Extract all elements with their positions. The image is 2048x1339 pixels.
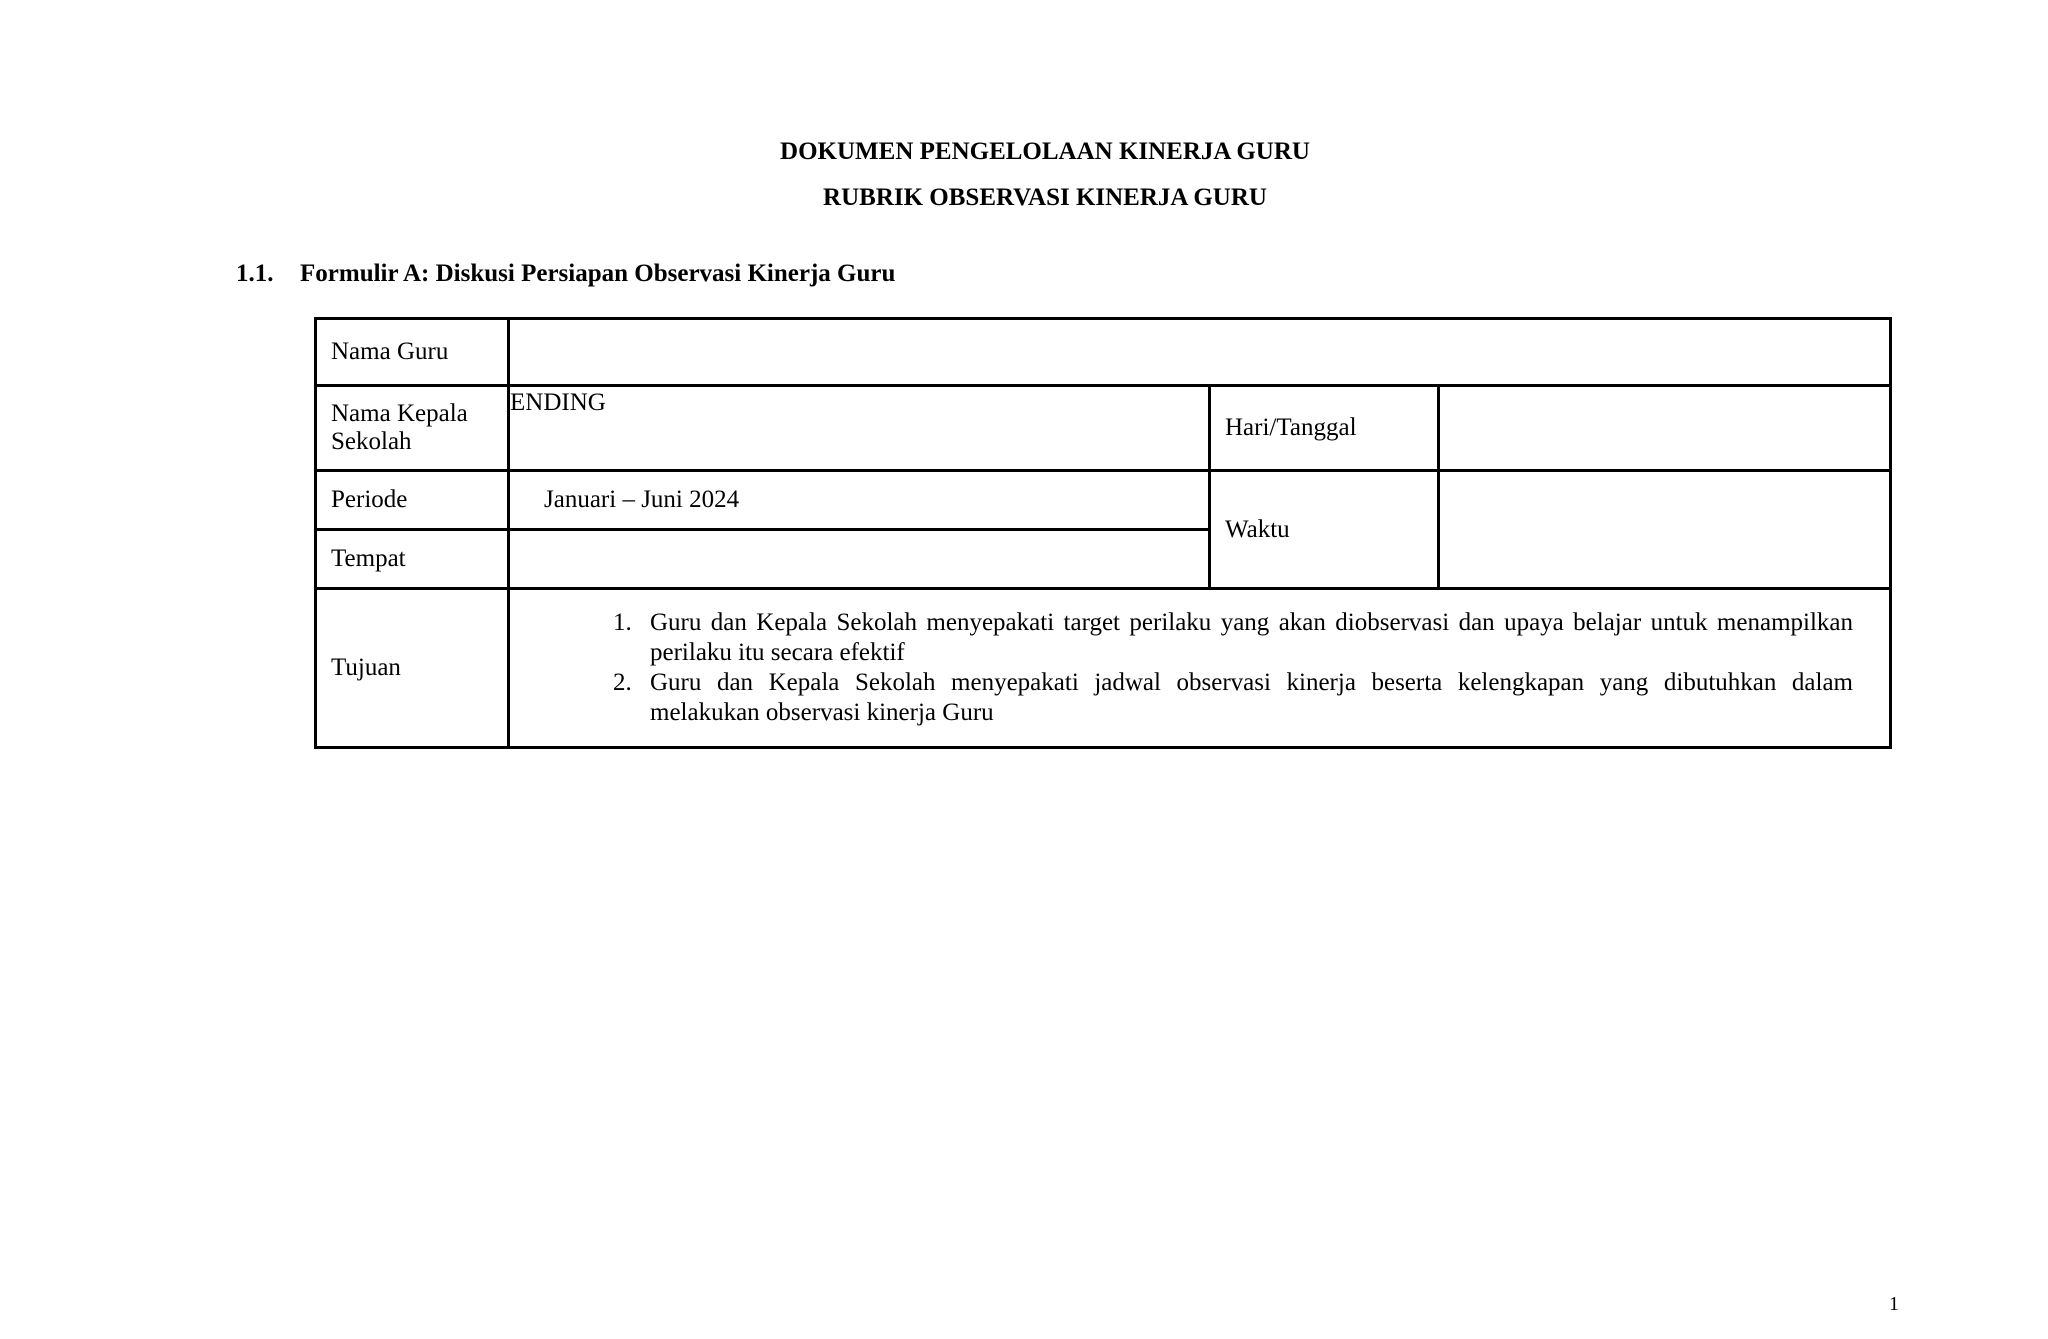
page-number: 1	[1889, 1293, 1899, 1315]
tujuan-list	[524, 608, 1875, 728]
nama-guru-label: Nama Guru	[316, 319, 509, 386]
tempat-label: Tempat	[316, 530, 509, 589]
table-row	[316, 471, 1891, 530]
section-heading	[236, 259, 895, 289]
section-title: Formulir A: Diskusi Persiapan Observasi Kinerja Guru	[300, 260, 896, 287]
nama-guru-field[interactable]	[509, 319, 1891, 386]
periode-field[interactable]: Januari – Juni 2024	[509, 471, 1210, 530]
tujuan-label: Tujuan	[316, 589, 509, 748]
nama-kepala-value: ENDING	[510, 389, 606, 416]
tujuan-content	[509, 589, 1891, 748]
observation-form-table	[314, 317, 1892, 749]
document-title: DOKUMEN PENGELOLAAN KINERJA GURU	[780, 138, 1310, 165]
hari-tanggal-label: Hari/Tanggal	[1210, 386, 1439, 471]
hari-tanggal-field[interactable]	[1439, 386, 1891, 471]
tujuan-item-1: 1. Guru dan Kepala Sekolah menyepakati target perilaku yang akan diobservasi dan upaya belajar untuk menampilkan perilaku itu secara efektif	[638, 608, 1853, 668]
table-row	[316, 589, 1891, 748]
section-number: 1.1.	[236, 260, 274, 287]
tujuan-item-2: 2. Guru dan Kepala Sekolah menyepakati jadwal observasi kinerja beserta kelengkapan yang dibutuhkan dalam melakukan observasi kinerja Guru	[638, 668, 1853, 728]
document-subtitle: RUBRIK OBSERVASI KINERJA GURU	[823, 184, 1267, 211]
periode-label: Periode	[316, 471, 509, 530]
table-row	[316, 386, 1891, 471]
waktu-label: Waktu	[1210, 471, 1439, 589]
table-row	[316, 319, 1891, 386]
nama-kepala-field[interactable]	[509, 386, 1210, 471]
tempat-field[interactable]	[509, 530, 1210, 589]
nama-kepala-label: Nama Kepala Sekolah	[316, 386, 509, 471]
waktu-field[interactable]	[1439, 471, 1891, 589]
